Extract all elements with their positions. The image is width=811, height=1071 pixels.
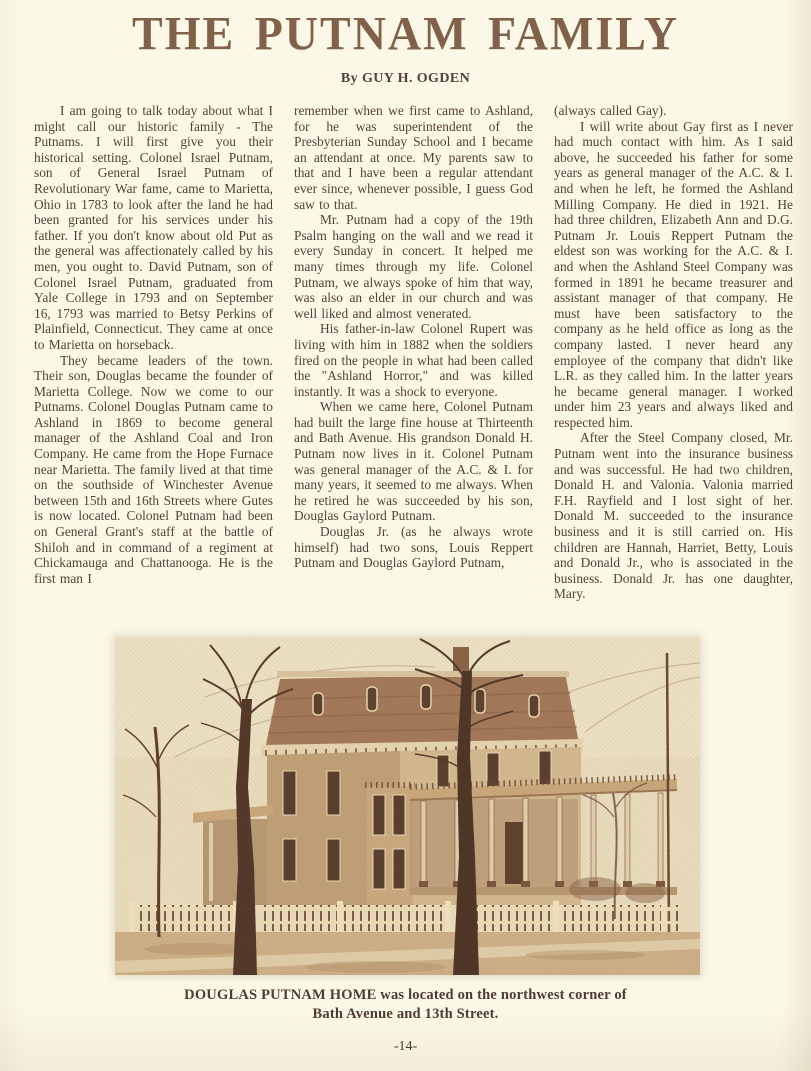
- article-byline: By GUY H. OGDEN: [340, 71, 471, 87]
- article-column-2: [294, 103, 533, 638]
- photo-caption-line-1: DOUGLAS PUTNAM HOME was located on the northwest corner of: [184, 987, 627, 1003]
- article-paragraph: When we came here, Colonel Putnam had built the large fine house at Thirteenth and Bath Avenue. His grandson Donald H. Putnam now lives in it. Colonel Putnam was general manager of the A.C. & I. for many years, it seemed to me always. When he retired he was succeeded by his son, Douglas Gaylord Putnam.: [294, 399, 533, 524]
- article-body: [0, 103, 811, 638]
- article-paragraph: I will write about Gay first as I never had much contact with him. As I said above, he succeeded his father for some years as general manager of the A.C. & I. and when he left, he formed the Ashland Milling Company. He died in 1921. He had three children, Elizabeth Ann and D.G. Putnam Jr. Louis Reppert Putnam the eldest son was working for the A.C. & I. and when the Ashland Steel Company was formed in 1891 he became treasurer and assistant manager of that company. He must have been satisfactory to the company as he held office as long as the company lasted. I never heard any employee of the company that didn't like L.R. as they called him. In the latter years he became general manager. I worked under him 23 years and always liked and respected him.: [554, 118, 793, 430]
- article-paragraph: Douglas Jr. (as he always wrote himself) had two sons, Louis Reppert Putnam and Douglas Gaylord Putnam,: [294, 524, 533, 571]
- douglas-putnam-home-photo: [115, 637, 700, 975]
- photo-caption-line-2: Bath Avenue and 13th Street.: [312, 1006, 499, 1022]
- page-number: -14-: [393, 1039, 418, 1054]
- article-paragraph: remember when we first came to Ashland, for he was superintendent of the Presbyterian Sunday School and I became an attendant at once. My parents saw to that and I have been a regular attendant ever since, whenever possible, I guess God saw to that.: [294, 103, 533, 212]
- article-paragraph: I am going to talk today about what I might call our historic family - The Putnams. I will first give you their historical setting. Colonel Israel Putnam, son of General Israel Putnam of Revolutionary War fame, came to Marietta, Ohio in 1783 to look after the land he had been granted for his services under his father. If you don't know about old Put as the general was affectionately called by his men, you ought to. David Putnam, son of Colonel Israel Putnam, graduated from Yale College in 1793 and on September 16, 1793 was married to Betsy Perkins of Plainfield, Connecticut. They came at once to Marietta on horseback.: [34, 103, 273, 352]
- article-paragraph: After the Steel Company closed, Mr. Putnam went into the insurance business and was successful. He had two children, Donald H. and Valonia. Valonia married F.H. Rayfield and I lost sight of her. Donald M. succeeded to the insurance business and it is still carried on. His children are Hannah, Harriet, Betty, Louis and Donald Jr., who is associated in the business. Donald Jr. has one daughter, Mary.: [554, 430, 793, 602]
- masthead: [0, 6, 811, 87]
- photo-caption: [0, 986, 811, 1024]
- article-paragraph: His father-in-law Colonel Rupert was living with him in 1882 when the soldiers fired on the people in what had been called the "Ashland Horror," and was killed instantly. It was a shock to everyone.: [294, 321, 533, 399]
- article-paragraph: They became leaders of the town. Their son, Douglas became the founder of Marietta College. Now we come to our Putnams. Colonel Douglas Putnam came to Ashland in 1869 to become general manager of the Ashland Coal and Iron Company. He came from the Hope Furnace near Marietta. The family lived at that time on the southside of Winchester Avenue between 15th and 16th Streets where Gutes is now located. Colonel Putnam had been on General Grant's staff at the battle of Shiloh and in command of a regiment at Chickamauga and Chattanooga. He is the first man I: [34, 352, 273, 586]
- article-paragraph: (always called Gay).: [554, 103, 667, 118]
- article-paragraph: Mr. Putnam had a copy of the 19th Psalm hanging on the wall and we read it every Sunday in concert. It helped me many times through my life. Colonel Putnam, we always spoke of him that way, was also an elder in our church and was well liked and almost venerated.: [294, 212, 533, 321]
- article-column-1: [34, 103, 273, 638]
- article-column-3: [554, 103, 793, 638]
- article-title: THE PUTNAM FAMILY: [132, 6, 679, 60]
